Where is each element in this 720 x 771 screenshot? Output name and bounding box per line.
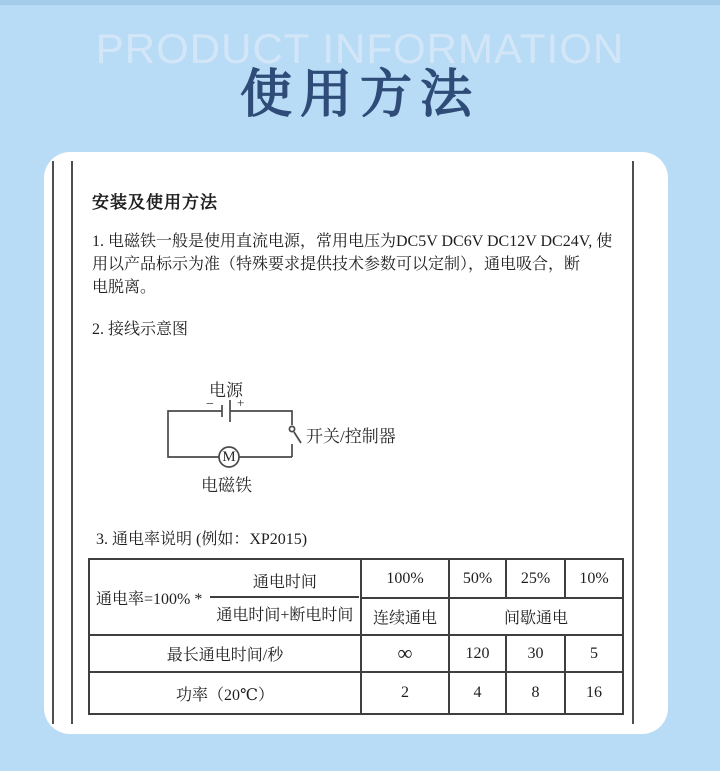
duty-header-100: 100% <box>361 559 449 598</box>
paragraph-line: 用以产品标示为准（特殊要求提供技术参数可以定制），通电吸合，断 <box>92 256 581 273</box>
power-row-label: 功率（20℃） <box>89 672 361 714</box>
paragraph-line: 电脱离。 <box>92 279 157 296</box>
paragraph-usage <box>92 230 612 299</box>
power-100: 2 <box>361 672 449 714</box>
max-time-10: 5 <box>565 635 623 672</box>
circuit-right-top <box>230 411 292 425</box>
power-25: 8 <box>506 672 565 714</box>
formula-fraction <box>210 567 359 627</box>
duty-header-10: 10% <box>565 559 623 598</box>
formula-prefix: 通电率=100% * <box>96 590 203 608</box>
battery-minus-sign: − <box>206 397 214 412</box>
instruction-card <box>44 152 668 734</box>
motor-symbol: M <box>222 449 236 465</box>
battery-plus-sign: + <box>237 395 245 410</box>
table-row-power <box>89 672 623 714</box>
wiring-diagram <box>150 372 440 502</box>
circuit-left-loop <box>168 411 222 457</box>
electromagnet-label: 电磁铁 <box>201 476 252 495</box>
table-row-max-time <box>89 635 623 672</box>
power-10: 16 <box>565 672 623 714</box>
paragraph-line: 1. 电磁铁一般是使用直流电源，常用电压为DC5V DC6V DC12V DC24V, 使 <box>92 233 613 250</box>
power-50: 4 <box>449 672 506 714</box>
card-right-rule <box>632 161 634 724</box>
table-row-percent <box>89 559 623 598</box>
max-time-label: 最长通电时间/秒 <box>89 635 361 672</box>
top-accent-strip <box>0 0 720 5</box>
section2-label: 2. 接线示意图 <box>92 321 189 338</box>
section-heading: 安装及使用方法 <box>92 193 218 212</box>
max-time-100: ∞ <box>361 635 449 672</box>
fraction-denominator: 通电时间+断电时间 <box>216 607 354 624</box>
watermark-text: PRODUCT INFORMATION <box>95 25 625 72</box>
mode-continuous-cell: 连续通电 <box>361 598 449 635</box>
card-left-rule-inner <box>71 161 73 724</box>
max-time-50: 120 <box>449 635 506 672</box>
duty-formula-cell <box>89 559 361 635</box>
mode-intermittent-cell: 间歇通电 <box>449 598 623 635</box>
section3-label: 3. 通电率说明 (例如：XP2015) <box>96 531 308 548</box>
duty-cycle-table <box>88 558 624 715</box>
switch-pivot <box>289 426 294 431</box>
page-title: 使用方法 <box>239 66 480 124</box>
max-time-25: 30 <box>506 635 565 672</box>
duty-header-50: 50% <box>449 559 506 598</box>
power-label: 电源 <box>209 381 243 400</box>
duty-header-25: 25% <box>506 559 565 598</box>
switch-controller-label: 开关/控制器 <box>306 427 396 446</box>
fraction-numerator: 通电时间 <box>210 567 359 598</box>
card-left-rule-outer <box>52 161 54 724</box>
switch-blade <box>294 432 301 443</box>
